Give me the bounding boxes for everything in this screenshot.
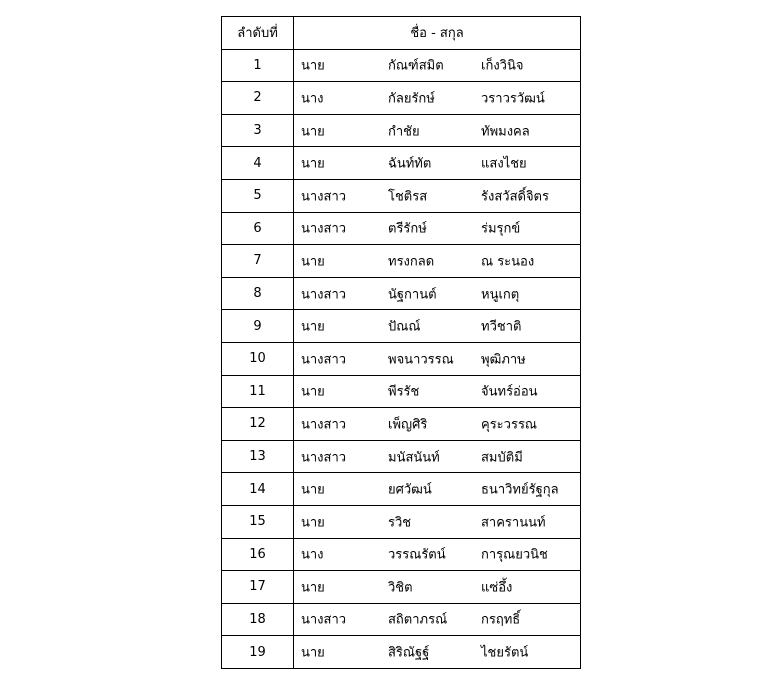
name-prefix: นาง <box>301 547 324 563</box>
last-name: แซ่อึ้ง <box>481 580 513 596</box>
first-name: พีรรัช <box>388 384 420 400</box>
last-name: พุฒิภาษ <box>481 352 526 368</box>
name-prefix: นางสาว <box>301 189 347 205</box>
name-list-table <box>221 16 581 669</box>
row-number: 6 <box>222 212 294 245</box>
table-row <box>222 473 581 506</box>
name-prefix: นาย <box>301 515 325 531</box>
first-name: ปัณณ์ <box>388 319 421 335</box>
table-row <box>222 49 581 82</box>
table-row <box>222 538 581 571</box>
row-number: 8 <box>222 277 294 310</box>
row-number: 7 <box>222 245 294 278</box>
first-name: นัฐกานต์ <box>388 287 437 303</box>
full-name-cell <box>294 114 581 147</box>
table-header-row <box>222 17 581 50</box>
name-prefix: นางสาว <box>301 612 347 628</box>
last-name: เก็งวินิจ <box>481 58 524 74</box>
full-name-cell <box>294 245 581 278</box>
last-name: กรฤทธิ์ <box>481 612 521 628</box>
table-row <box>222 440 581 473</box>
first-name: สถิตาภรณ์ <box>388 612 448 628</box>
first-name: ตรีรักษ์ <box>388 221 427 237</box>
table-row <box>222 342 581 375</box>
last-name: การุณยวนิช <box>481 547 548 563</box>
first-name: วรรณรัตน์ <box>388 547 446 563</box>
first-name: วิชิต <box>388 580 413 596</box>
first-name: ยศวัฒน์ <box>388 482 432 498</box>
first-name: พจนาวรรณ <box>388 352 454 368</box>
name-prefix: นาย <box>301 156 325 172</box>
table-row <box>222 212 581 245</box>
full-name-cell <box>294 571 581 604</box>
first-name: กัลยรักษ์ <box>388 91 435 107</box>
last-name: หนูเกตุ <box>481 287 520 303</box>
name-prefix: นางสาว <box>301 287 347 303</box>
name-prefix: นางสาว <box>301 352 347 368</box>
full-name-cell <box>294 310 581 343</box>
name-prefix: นาย <box>301 319 325 335</box>
table-row <box>222 245 581 278</box>
first-name: ทรงกลด <box>388 254 435 270</box>
name-prefix: นาย <box>301 645 325 661</box>
name-prefix: นาย <box>301 254 325 270</box>
last-name: แสงไชย <box>481 156 527 172</box>
name-prefix: นาย <box>301 384 325 400</box>
table-row <box>222 636 581 669</box>
full-name-cell <box>294 603 581 636</box>
name-prefix: นาย <box>301 58 325 74</box>
row-number: 11 <box>222 375 294 408</box>
name-prefix: นาย <box>301 124 325 140</box>
last-name: ธนาวิทย์รัฐกุล <box>481 482 559 498</box>
table-row <box>222 571 581 604</box>
table-row <box>222 114 581 147</box>
last-name: ร่มรุกข์ <box>481 221 521 237</box>
last-name: คุระวรรณ <box>481 417 537 433</box>
full-name-cell <box>294 636 581 669</box>
row-number: 16 <box>222 538 294 571</box>
last-name: ทัพมงคล <box>481 124 530 140</box>
first-name: กัณฑ์สมิต <box>388 58 444 74</box>
row-number: 17 <box>222 571 294 604</box>
row-number: 4 <box>222 147 294 180</box>
column-header-name: ชื่อ - สกุล <box>294 17 581 50</box>
first-name: เพ็ญศิริ <box>388 417 428 433</box>
first-name: กำชัย <box>388 124 420 140</box>
last-name: รังสวัสดิ์จิตร <box>481 189 549 205</box>
first-name: รวิช <box>388 515 412 531</box>
table-row <box>222 147 581 180</box>
column-header-number: ลำดับที่ <box>222 17 294 50</box>
last-name: จันทร์อ่อน <box>481 384 538 400</box>
first-name: โชติรส <box>388 189 428 205</box>
full-name-cell <box>294 505 581 538</box>
full-name-cell <box>294 538 581 571</box>
row-number: 18 <box>222 603 294 636</box>
row-number: 13 <box>222 440 294 473</box>
row-number: 10 <box>222 342 294 375</box>
row-number: 15 <box>222 505 294 538</box>
table-row <box>222 505 581 538</box>
last-name: ณ ระนอง <box>481 254 535 270</box>
last-name: สาครานนท์ <box>481 515 546 531</box>
full-name-cell <box>294 408 581 441</box>
full-name-cell <box>294 147 581 180</box>
full-name-cell <box>294 49 581 82</box>
name-prefix: นางสาว <box>301 417 347 433</box>
full-name-cell <box>294 473 581 506</box>
row-number: 5 <box>222 179 294 212</box>
name-prefix: นาย <box>301 482 325 498</box>
last-name: สมบัติมี <box>481 450 523 466</box>
table-row <box>222 179 581 212</box>
first-name: มนัสนันท์ <box>388 450 440 466</box>
full-name-cell <box>294 212 581 245</box>
table-row <box>222 408 581 441</box>
first-name: ฉันท์ทัต <box>388 156 432 172</box>
full-name-cell <box>294 342 581 375</box>
row-number: 14 <box>222 473 294 506</box>
name-prefix: นางสาว <box>301 450 347 466</box>
last-name: ทวีชาติ <box>481 319 522 335</box>
name-prefix: นางสาว <box>301 221 347 237</box>
name-prefix: นาง <box>301 91 324 107</box>
row-number: 3 <box>222 114 294 147</box>
full-name-cell <box>294 82 581 115</box>
row-number: 12 <box>222 408 294 441</box>
full-name-cell <box>294 277 581 310</box>
row-number: 2 <box>222 82 294 115</box>
row-number: 19 <box>222 636 294 669</box>
table-row <box>222 603 581 636</box>
table-row <box>222 375 581 408</box>
table-row <box>222 277 581 310</box>
table-row <box>222 82 581 115</box>
last-name: วราวรวัฒน์ <box>481 91 545 107</box>
row-number: 1 <box>222 49 294 82</box>
full-name-cell <box>294 375 581 408</box>
first-name: สิริณัฐฐ์ <box>388 645 430 661</box>
table-row <box>222 310 581 343</box>
name-prefix: นาย <box>301 580 325 596</box>
full-name-cell <box>294 440 581 473</box>
row-number: 9 <box>222 310 294 343</box>
table-body <box>222 49 581 668</box>
full-name-cell <box>294 179 581 212</box>
last-name: ไชยรัตน์ <box>481 645 529 661</box>
